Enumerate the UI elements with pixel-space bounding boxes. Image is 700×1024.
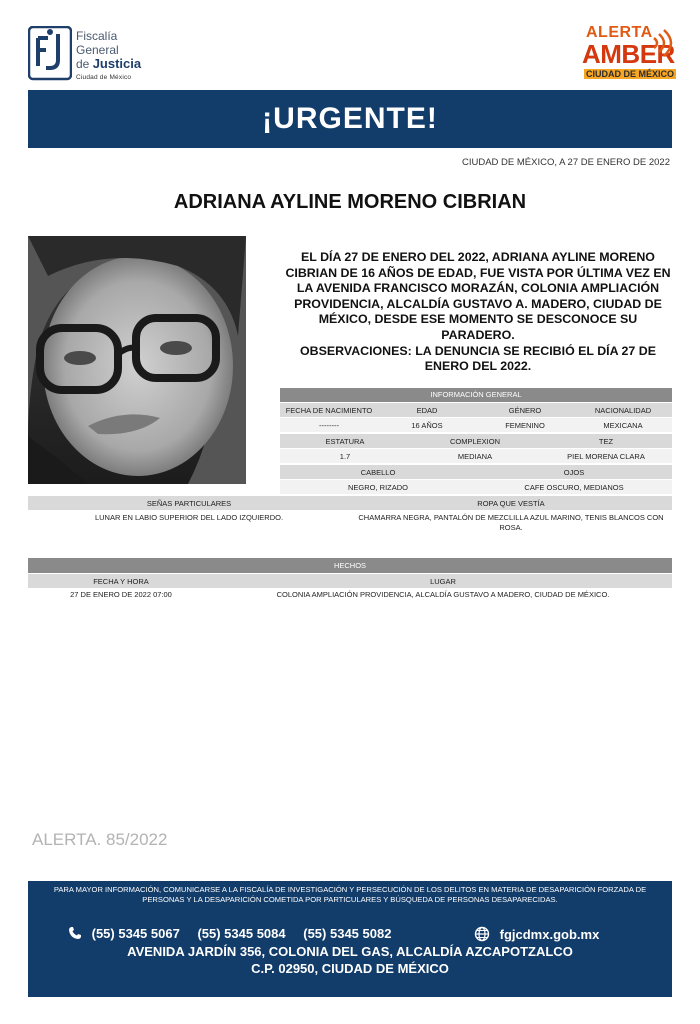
urgent-banner bbox=[28, 90, 672, 148]
amber-alert-logo bbox=[578, 22, 676, 84]
fgj-logo-text: Fiscalía General de Justicia bbox=[76, 29, 142, 71]
gender-label: GÉNERO bbox=[508, 406, 542, 415]
skin-label: TEZ bbox=[598, 437, 614, 446]
footer-info-text: PARA MAYOR INFORMACIÓN, COMUNICARSE A LA FISCALÍA DE INVESTIGACIÓN Y PERSECUCIÓN DE LOS DELITOS EN MATERIA DE DESAPARICIÓN FORZADA DE PERSONAS Y LA DESAPARICIÓN COMETIDA POR PARTICULARES Y BÚSQUEDA DE PERSONAS DESAPARECIDAS. bbox=[53, 885, 647, 904]
alert-folio: ALERTA. 85/2022 bbox=[32, 830, 168, 849]
marks-label: SEÑAS PARTICULARES bbox=[146, 499, 232, 508]
birth-value: -------- bbox=[319, 421, 339, 430]
phone-2[interactable]: (55) 5345 5084 bbox=[197, 926, 286, 941]
website[interactable] bbox=[474, 926, 599, 942]
skin-value: PIEL MORENA CLARA bbox=[567, 452, 645, 461]
height-value: 1.7 bbox=[339, 452, 351, 461]
issue-date: CIUDAD DE MÉXICO, A 27 DE ENERO DE 2022 bbox=[461, 157, 670, 168]
info-header: INFORMACIÓN GENERAL bbox=[280, 388, 672, 402]
globe-icon bbox=[474, 926, 490, 942]
datetime-label: FECHA Y HORA bbox=[93, 577, 149, 586]
phone-1[interactable]: (55) 5345 5067 bbox=[91, 926, 180, 941]
missing-person-photo bbox=[28, 236, 246, 484]
amber-logo-line1: ALERTA bbox=[586, 24, 653, 41]
case-description bbox=[282, 250, 674, 375]
hair-label: CABELLO bbox=[360, 468, 396, 477]
address bbox=[28, 943, 672, 977]
facts-header: HECHOS bbox=[28, 558, 672, 573]
clothes-label: ROPA QUE VESTÍA bbox=[477, 499, 545, 508]
birth-label: FECHA DE NACIMIENTO bbox=[285, 406, 373, 415]
age-value: 16 AÑOS bbox=[411, 421, 443, 430]
amber-logo-line3: CIUDAD DE MÉXICO bbox=[586, 69, 675, 79]
marks-value: LUNAR EN LABIO SUPERIOR DEL LADO IZQUIERDO. bbox=[94, 513, 284, 522]
build-value: MEDIANA bbox=[457, 452, 493, 461]
gender-value: FEMENINO bbox=[505, 421, 545, 430]
fgj-logo-subtitle: Ciudad de México bbox=[76, 74, 132, 81]
hair-value: NEGRO, RIZADO bbox=[347, 483, 408, 492]
address-line-2: C.P. 02950, CIUDAD DE MÉXICO bbox=[251, 961, 449, 976]
place-value: COLONIA AMPLIACIÓN PROVIDENCIA, ALCALDÍA GUSTAVO A MADERO, CIUDAD DE MÉXICO. bbox=[276, 590, 610, 599]
urgent-title: ¡URGENTE! bbox=[262, 102, 438, 135]
clothes-value: CHAMARRA NEGRA, PANTALÓN DE MEZCLILLA AZUL MARINO, TENIS BLANCOS CON ROSA. bbox=[358, 513, 664, 532]
nationality-label: NACIONALIDAD bbox=[594, 406, 652, 415]
phone-icon bbox=[68, 926, 82, 940]
address-line-1: AVENIDA JARDÍN 356, COLONIA DEL GAS, ALCALDÍA AZCAPOTZALCO bbox=[127, 944, 573, 959]
phone-3[interactable]: (55) 5345 5082 bbox=[303, 926, 392, 941]
description-text: EL DÍA 27 DE ENERO DEL 2022, ADRIANA AYLINE MORENO CIBRIAN DE 16 AÑOS DE EDAD, FUE VISTA POR ÚLTIMA VEZ EN LA AVENIDA FRANCISCO MORAZÁN, COLONIA AMPLIACIÓN PROVIDENCIA, ALCALDÍA GUSTAVO A. MADERO, CIUDAD DE MÉXICO, DESDE ESE MOMENTO SE DESCONOCE SU PARADERO. bbox=[285, 250, 671, 342]
build-label: COMPLEXION bbox=[449, 437, 500, 446]
fgj-logo bbox=[28, 26, 168, 86]
age-label: EDAD bbox=[416, 406, 438, 415]
observations-text: OBSERVACIONES: LA DENUNCIA SE RECIBIÓ EL DÍA 27 DE ENERO DEL 2022. bbox=[300, 343, 656, 374]
place-label: LUGAR bbox=[430, 577, 456, 586]
website-text[interactable]: fgjcdmx.gob.mx bbox=[499, 927, 600, 942]
amber-logo-line2: AMBER bbox=[582, 39, 675, 69]
height-label: ESTATURA bbox=[325, 437, 365, 446]
signal-waves-icon bbox=[650, 28, 674, 58]
fgj-emblem-icon bbox=[28, 26, 72, 82]
nationality-value: MEXICANA bbox=[603, 421, 643, 430]
datetime-value: 27 DE ENERO DE 2022 07:00 bbox=[70, 590, 172, 599]
contact-footer bbox=[28, 881, 672, 997]
missing-person-name: ADRIANA AYLINE MORENO CIBRIAN bbox=[173, 191, 527, 213]
eyes-value: CAFE OSCURO, MEDIANOS bbox=[524, 483, 624, 492]
eyes-label: OJOS bbox=[563, 468, 585, 477]
phone-numbers bbox=[68, 926, 405, 941]
